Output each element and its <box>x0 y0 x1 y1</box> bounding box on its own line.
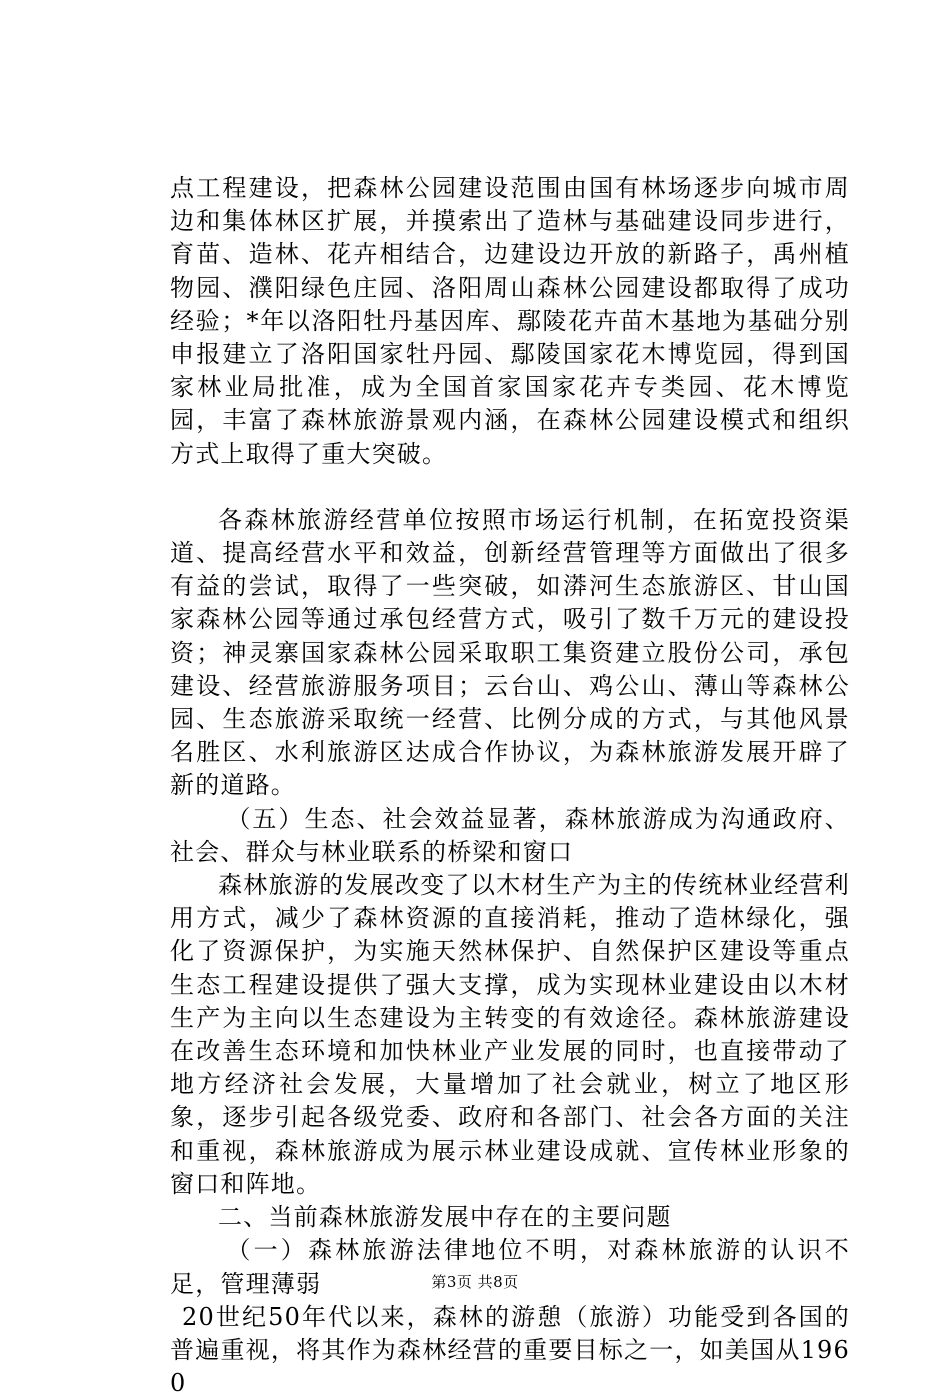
paragraph-forest-park-construction: 点工程建设，把森林公园建设范围由国有林场逐步向城市周边和集体林区扩展，并摸索出了造林与基础建设同步进行，育苗、造林、花卉相结合，边建设边开放的新路子，禹州植物园、濮阳绿色庄园、洛阳周山森林公园建设都取得了成功经验；*年以洛阳牡丹基因库、鄢陵花卉苗木基地为基础分别申报建立了洛阳国家牡丹园、鄢陵国家花木博览园，得到国家林业局批准，成为全国首家国家花卉专类园、花木博览园，丰富了森林旅游景观内涵，在森林公园建设模式和组织方式上取得了重大突破。 <box>170 174 850 468</box>
paragraph-legal-status: 20世纪50年代以来，森林的游憩（旅游）功能受到各国的普遍重视，将其作为森林经营的重要目标之一，如美国从1960 <box>170 1302 850 1398</box>
page-number-footer: 第3页 共8页 <box>431 1273 519 1291</box>
section-heading-ecological-benefits: （五）生态、社会效益显著，森林旅游成为沟通政府、社会、群众与林业联系的桥梁和窗口 <box>170 804 850 866</box>
section-heading-main-problems: 二、当前森林旅游发展中存在的主要问题 <box>218 1203 672 1232</box>
paragraph-business-operations: 各森林旅游经营单位按照市场运行机制，在拓宽投资渠道、提高经营水平和效益，创新经营管理等方面做出了很多有益的尝试，取得了一些突破，如漭河生态旅游区、甘山国家森林公园等通过承包经营方式，吸引了数千万元的建设投资；神灵寨国家森林公园采取职工集资建立股份公司，承包建设、经营旅游服务项目；云台山、鸡公山、薄山等森林公园、生态旅游采取统一经营、比例分成的方式，与其他风景名胜区、水利旅游区达成合作协议，为森林旅游发展开辟了新的道路。 <box>170 505 850 800</box>
subsection-heading-legal-status: （一）森林旅游法律地位不明，对森林旅游的认识不足，管理薄弱 <box>170 1236 850 1298</box>
document-body <box>170 172 850 1400</box>
paragraph-ecological-benefits: 森林旅游的发展改变了以木材生产为主的传统林业经营利用方式，减少了森林资源的直接消耗，推动了造林绿化，强化了资源保护，为实施天然林保护、自然保护区建设等重点生态工程建设提供了强大支撑，成为实现林业建设由以木材生产为主向以生态建设为主转变的有效途径。森林旅游建设在改善生态环境和加快林业产业发展的同时，也直接带动了地方经济社会发展，大量增加了社会就业，树立了地区形象，逐步引起各级党委、政府和各部门、社会各方面的关注和重视，森林旅游成为展示林业建设成就、宣传林业形象的窗口和阵地。 <box>170 871 850 1198</box>
